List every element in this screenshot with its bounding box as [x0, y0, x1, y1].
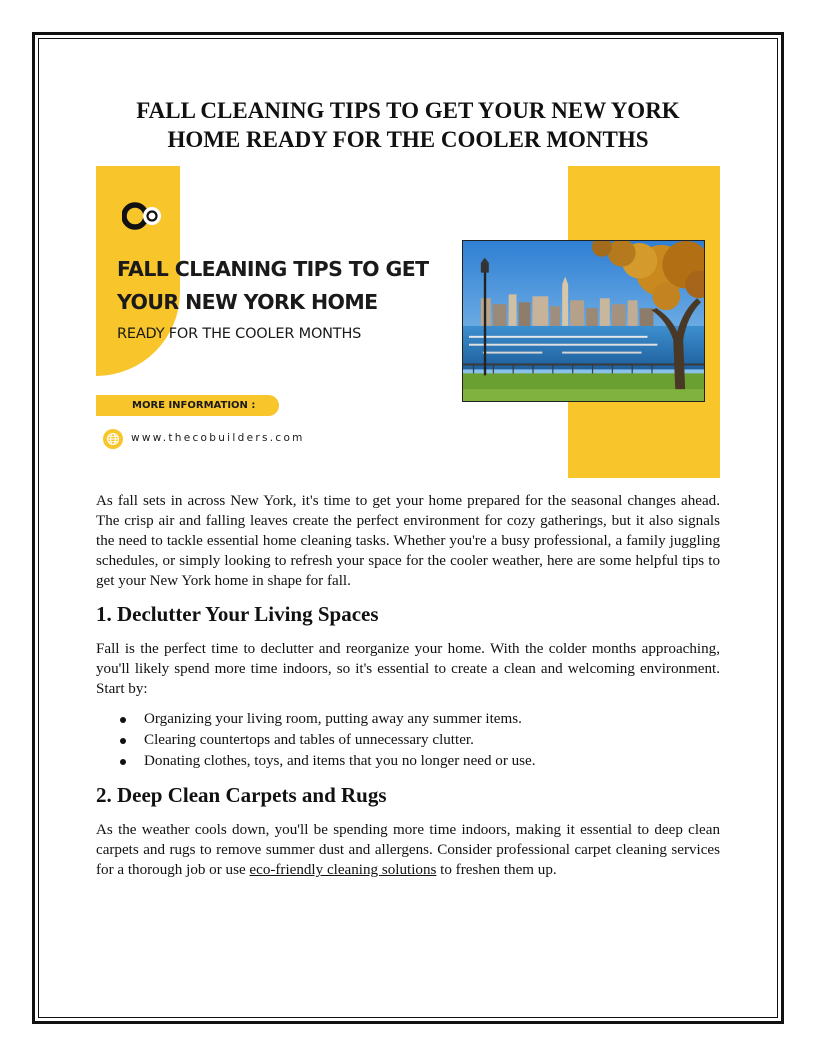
page-title [96, 96, 720, 154]
website-url: www.thecobuilders.com [131, 432, 305, 444]
list-item: Organizing your living room, putting away any summer items. [96, 709, 720, 730]
page-title-line-1: FALL CLEANING TIPS TO GET YOUR NEW YORK [136, 98, 680, 123]
intro-paragraph: As fall sets in across New York, it's time to get your home prepared for the seasonal changes ahead. The crisp air and falling leaves create the perfect environment for cozy gatherings, but it also signals the need to tackle essential home cleaning tasks. Whether you're a busy professional, a family juggling schedules, or simply looking to refresh your space for the cooler weather, here are some helpful tips to get your New York home in shape for fall. [96, 493, 720, 589]
page-title-line-2: HOME READY FOR THE COOLER MONTHS [167, 127, 649, 152]
carpets-text-after-link: to freshen them up. [436, 862, 557, 878]
waterfront-skyline-photo [462, 240, 705, 402]
list-item: Donating clothes, toys, and items that you no longer need or use. [96, 751, 720, 772]
list-item: Clearing countertops and tables of unnecessary clutter. [96, 730, 720, 751]
eco-friendly-cleaning-link[interactable]: eco-friendly cleaning solutions [249, 862, 437, 878]
section-heading-carpets: 2. Deep Clean Carpets and Rugs [96, 783, 387, 807]
carpets-text-before-link: As the weather cools down, you'll be spending more time indoors, making it essential to deep clean carpets and rugs to remove summer dust and allergens. Consider professional carpet cleaning services for a thorough job or use [96, 822, 720, 878]
banner-heading-line-2: YOUR NEW YORK HOME [117, 290, 378, 314]
globe-icon [103, 429, 123, 449]
section-heading-declutter: 1. Declutter Your Living Spaces [96, 602, 379, 626]
carpets-paragraph [96, 820, 720, 880]
declutter-bullet-list [96, 709, 720, 772]
banner-heading-line-1: FALL CLEANING TIPS TO GET [117, 257, 429, 281]
banner-subheading: READY FOR THE COOLER MONTHS [117, 326, 362, 342]
cobuilders-logo-icon [122, 202, 166, 230]
more-information-label: MORE INFORMATION : [96, 395, 279, 416]
declutter-paragraph: Fall is the perfect time to declutter and reorganize your home. With the colder months approaching, you'll likely spend more time indoors, so it's essential to create a clean and welcoming environment. Start by: [96, 641, 720, 697]
banner-image [96, 166, 720, 478]
